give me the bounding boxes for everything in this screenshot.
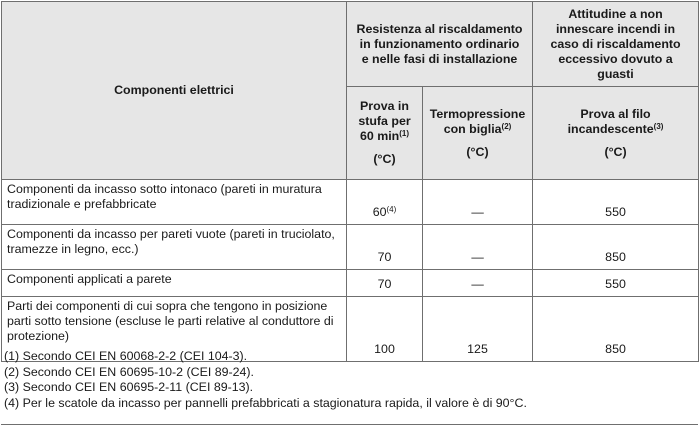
wire-value-cell: 550 — [533, 180, 699, 225]
oven-value-cell: 100 — [347, 297, 423, 362]
component-cell: Parti dei componenti di cui sopra che tengono in posizione parti sotto tensione (escluse le parti relative al conduttore di protezione) — [2, 297, 347, 362]
footnote: (3) Secondo CEI EN 60695-2-11 (CEI 89-13). — [4, 380, 254, 394]
oven-value-cell: 70 — [347, 270, 423, 297]
subheader-oven-test: Prova in stufa per 60 $\min^{(1)}$ (°C) — [347, 87, 423, 180]
wire-value-cell: 550 — [533, 270, 699, 297]
oven-value-cell: 60$^{(4)}$ — [347, 180, 423, 225]
ball-value-cell: — — [423, 180, 533, 225]
oven-value-cell: 70 — [347, 225, 423, 270]
components-column-header: Componenti elettrici — [2, 2, 347, 180]
subheader-glow-wire: Prova al filo incandescente$^{(3)}$ (°C) — [533, 87, 699, 180]
wire-value-cell: 850 — [533, 225, 699, 270]
wire-value-cell: 850 — [533, 297, 699, 362]
ball-value-cell: — — [423, 225, 533, 270]
table-row — [2, 270, 699, 297]
component-cell: Componenti da incasso sotto intonaco (pareti in muratura tradizionale e prefabbricate — [2, 180, 347, 225]
group-header-ordinary-heating: Resistenza al riscaldamento in funzionamento ordinario e nelle fasi di installazione — [347, 2, 533, 87]
footnote: (2) Secondo CEI EN 60695-10-2 (CEI 89-24). — [4, 364, 255, 379]
ball-value-cell: — — [423, 270, 533, 297]
footnotes — [4, 349, 696, 411]
footnote: (1) Secondo CEI EN 60068-2-2 (CEI 104-3). — [4, 349, 248, 363]
group-header-fault-heating: Attitudine a non innescare incendi in caso di riscaldamento eccessivo dovuto a guasti — [533, 2, 699, 87]
header-row-top — [2, 2, 699, 87]
ball-value-cell: 125 — [423, 297, 533, 362]
component-cell: Componenti da incasso per pareti vuote (pareti in truciolato, tramezze in legno, ecc.) — [2, 225, 347, 270]
table-row — [2, 225, 699, 270]
component-cell: Componenti applicati a parete — [2, 270, 347, 297]
subheader-ball-pressure: Termopressione con biglia$^{(2)}$ (°C) — [423, 87, 533, 180]
footnote: (4) Per le scatole da incasso per pannelli prefabbricati a stagionatura rapida, il valore è di 90°C. — [4, 395, 527, 410]
fire-resistance-table — [1, 1, 699, 362]
table-row — [2, 180, 699, 225]
bottom-border — [1, 424, 698, 425]
